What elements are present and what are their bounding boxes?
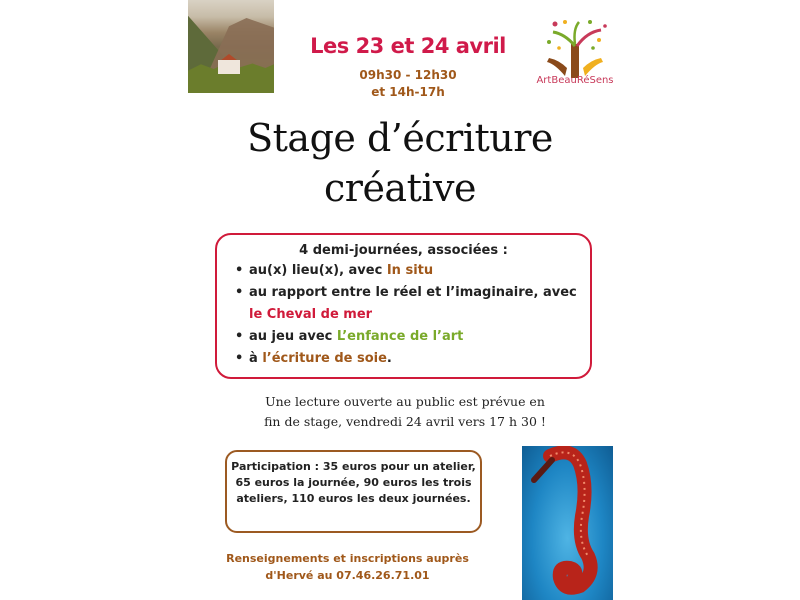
pricing-box: Participation : 35 euros pour un atelier, 65 euros la journée, 90 euros les trois ateliers, 110 euros les deux journées. xyxy=(225,450,482,533)
in-situ-highlight: In situ xyxy=(386,263,434,278)
seahorse-icon xyxy=(522,446,613,600)
cheval-de-mer-highlight: le Cheval de mer xyxy=(249,307,373,322)
program-heading: 4 demi-journées, associées : xyxy=(299,243,508,258)
ecriture-soie-highlight: l’écriture de soie xyxy=(262,351,387,366)
contact-info: Renseignements et inscriptions auprès d'Hervé au 07.46.26.71.01 xyxy=(226,552,469,582)
public-reading-note: Une lecture ouverte au public est prévue en fin de stage, vendredi 24 avril vers 17 h 30 ! xyxy=(264,394,546,429)
program-item: • au jeu avec L’enfance de l’art xyxy=(235,329,464,344)
program-item: • à l’écriture de soie. xyxy=(235,351,392,366)
time-afternoon: et 14h-17h xyxy=(371,85,445,99)
logo-text: ArtBeauRéSens xyxy=(536,75,614,86)
page-title-line2: créative xyxy=(324,166,476,210)
page-title-line1: Stage d’écriture xyxy=(247,116,553,160)
time-morning: 09h30 - 12h30 xyxy=(359,68,457,82)
program-item: • au rapport entre le réel et l’imaginaire, avec le Cheval de mer xyxy=(235,285,577,322)
seahorse-photo xyxy=(522,446,613,600)
event-date: Les 23 et 24 avril xyxy=(310,34,506,58)
enfance-art-highlight: L’enfance de l’art xyxy=(336,329,464,344)
program-box xyxy=(215,233,592,379)
mountain-chapel-photo xyxy=(188,0,274,93)
program-item: • au(x) lieu(x), avec In situ xyxy=(235,263,434,278)
